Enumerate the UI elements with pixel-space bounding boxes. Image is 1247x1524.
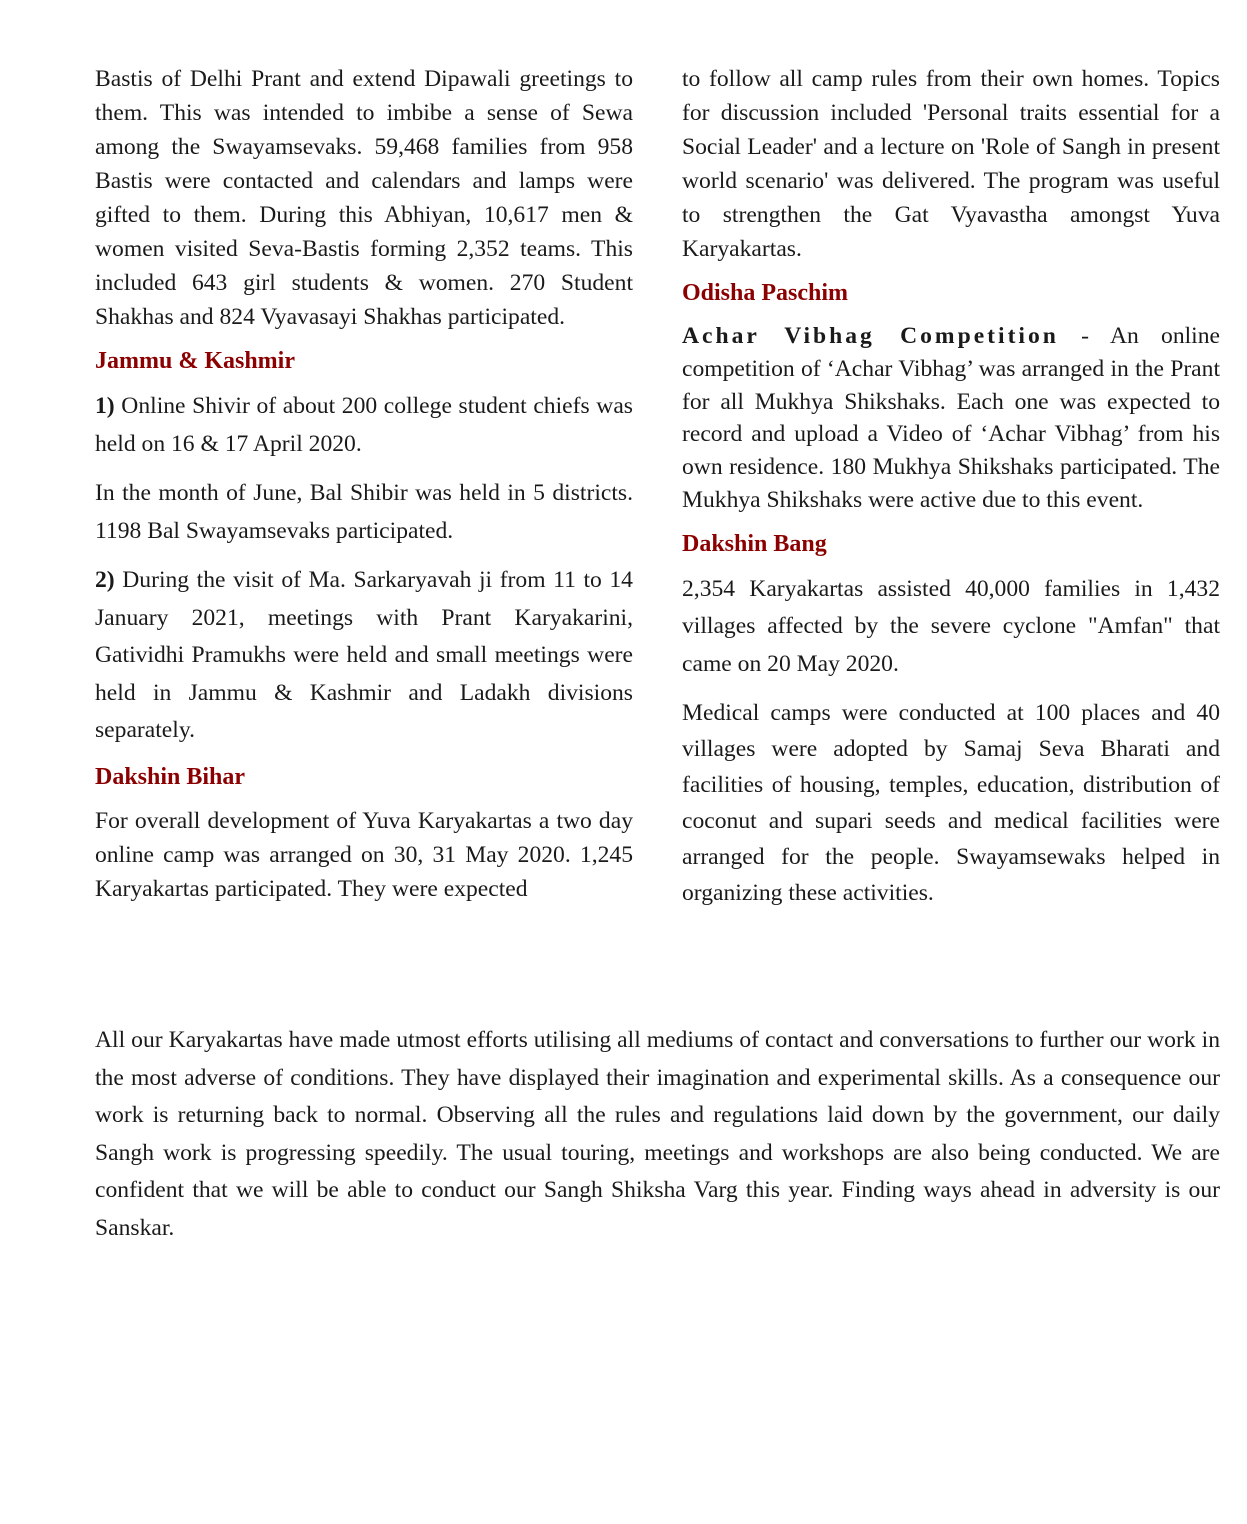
odisha-paschim-heading: Odisha Paschim xyxy=(682,280,849,306)
jammu-kashmir-paragraph-1 xyxy=(95,388,633,463)
right-column xyxy=(682,62,1220,911)
dakshin-bang-paragraph-1: 2,354 Karyakartas assisted 40,000 families in 1,432 villages affected by the severe cyclone "Amfan" that came on 20 May 2020. xyxy=(682,575,1220,677)
dakshin-bihar-paragraph: For overall development of Yuva Karyakartas a two day online camp was arranged on 30, 31 May 2020. 1,245 Karyakartas participated. They were expected xyxy=(95,807,633,902)
odisha-paschim-paragraph xyxy=(682,320,1220,517)
item-text-2: During the visit of Ma. Sarkaryavah ji from 11 to 14 January 2021, meetings with Prant Karyakarini, Gatividhi Pramukhs were held and small meetings were held in Jammu & Kashmir and Ladakh divisions separately. xyxy=(95,567,633,743)
jammu-kashmir-heading: Jammu & Kashmir xyxy=(95,348,295,374)
dakshin-bihar-heading: Dakshin Bihar xyxy=(95,763,246,790)
jammu-kashmir-paragraph-2: In the month of June, Bal Shibir was held in 5 districts. 1198 Bal Swayamsevaks participated. xyxy=(95,480,633,544)
odisha-paschim-text: - An online competition of ‘Achar Vibhag’ was arranged in the Prant for all Mukhya Shikshaks. Each one was expected to record and upload a Video of ‘Achar Vibhag’ from his own residence. 180 Mukhya Shikshaks participated. The Mukhya Shikshaks were active due to this event. xyxy=(682,323,1221,513)
dakshin-bihar-continuation-paragraph: to follow all camp rules from their own homes. Topics for discussion included 'Personal traits essential for a Social Leader' and a lecture on 'Role of Sangh in present world scenario' was delivered. The program was useful to strengthen the Gat Vyavastha amongst Yuva Karyakartas. xyxy=(682,66,1220,262)
jammu-kashmir-paragraph-3 xyxy=(95,562,633,750)
closing-paragraph: All our Karyakartas have made utmost efforts utilising all mediums of contact and conversations to further our work in the most adverse of conditions. They have displayed their imagination and experimental skills. As a consequence our work is returning back to normal. Observing all the rules and regulations laid down by the government, our daily Sangh work is progressing speedily. The usual touring, meetings and workshops are also being conducted. We are confident that we will be able to conduct our Sangh Shiksha Varg this year. Finding ways ahead in adversity is our Sanskar. xyxy=(95,1027,1220,1241)
delhi-continuation-paragraph: Bastis of Delhi Prant and extend Dipawali greetings to them. This was intended to imbibe a sense of Sewa among the Swayamsevaks. 59,468 families from 958 Bastis were contacted and calendars and lamps were gifted to them. During this Abhiyan, 10,617 men & women visited Seva-Bastis forming 2,352 teams. This included 643 girl students & women. 270 Student Shakhas and 824 Vyavasayi Shakhas participated. xyxy=(95,66,633,330)
dakshin-bang-paragraph-2: Medical camps were conducted at 100 places and 40 villages were adopted by Samaj Seva Bharati and facilities of housing, temples, education, distribution of coconut and supari seeds and medical facilities were arranged for the people. Swayamsewaks helped in organizing these activities. xyxy=(682,700,1220,907)
closing-section xyxy=(95,1022,1220,1248)
left-column xyxy=(95,62,633,906)
dakshin-bang-heading: Dakshin Bang xyxy=(682,530,827,557)
achar-vibhag-competition-lead: Achar Vibhag Competition xyxy=(682,323,1059,349)
item-number-1: 1) xyxy=(95,393,115,419)
item-text-1: Online Shivir of about 200 college student chiefs was held on 16 & 17 April 2020. xyxy=(95,393,633,457)
item-number-2: 2) xyxy=(95,567,115,593)
